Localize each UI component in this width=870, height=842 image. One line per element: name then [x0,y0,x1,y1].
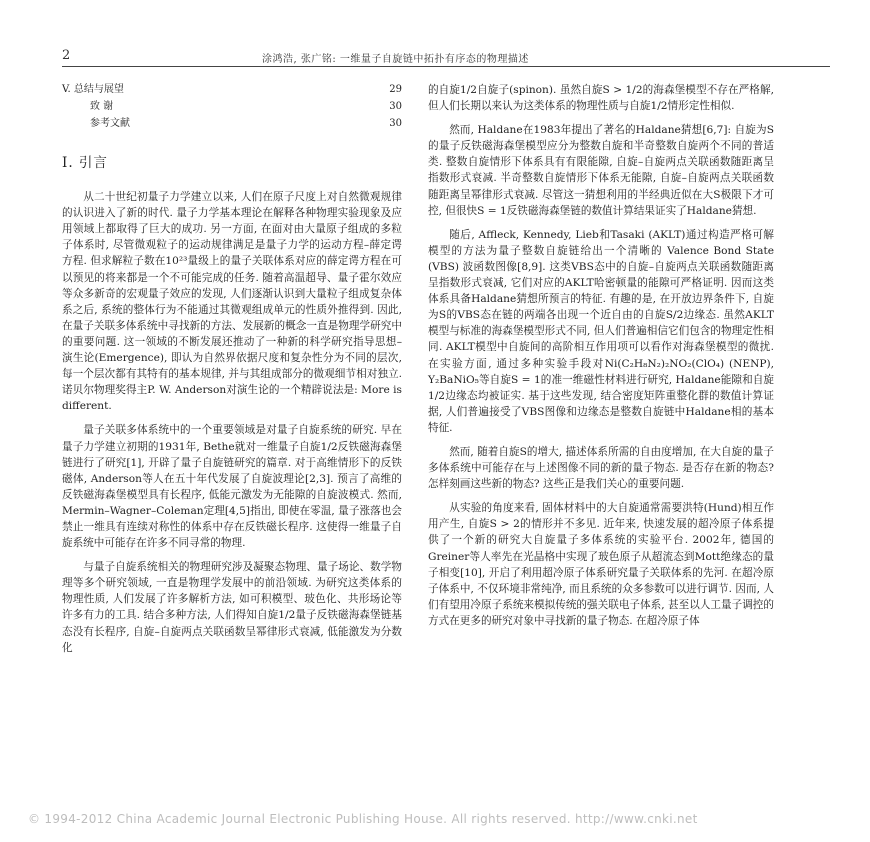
toc-row [62,82,402,99]
paragraph: 从实验的角度来看, 固体材料中的大自旋通常需要洪特(Hund)相互作用产生, 自旋S > 2的情形并不多见. 近年来, 快速发展的超冷原子体系提供了一个新的研究大自旋量子多体系统的实验平台. 2002年, 德国的Greiner等人率先在光晶格中实现了玻色原子从超流态到Mott绝缘态的量子相变[10], 开启了利用超冷原子体系研究量子关联体系的先河. 在超冷原子体系中, 不仅环境非常纯净, 而且系统的众多参数可以进行调节. 因而, 人们有望用冷原子系统来模拟传统的强关联电子体系, 甚至以人工量子调控的方式在更多的研究对象中寻找新的量子物态. 在超冷原子体 [428,502,774,627]
paragraph: 然而, Haldane在1983年提出了著名的Haldane猜想[6,7]: 自旋为S的量子反铁磁海森堡模型应分为整数自旋和半奇整数自旋两个不同的普适类. 整数自旋情形下体系具有有限能隙, 自旋–自旋两点关联函数随距离呈指数形式衰减. 半奇整数自旋情形下体系无能隙, 自旋–自旋两点关联函数随距离呈幂律形式衰减. 尽管这一猜想利用的半经典近似在大S极限下才可控, 但很快S = 1反铁磁海森堡链的数值计算结果证实了Haldane猜想. [428,124,774,217]
toc-label: 参考文献 [90,118,130,129]
paragraph: 从二十世纪初量子力学建立以来, 人们在原子尺度上对自然微观规律的认识进入了新的时代. 量子力学基本理论在解释各种物理实验现象及应用领域上都取得了巨大的成功. 另一方面, 在面对由大量原子组成的多粒子体系时, 尽管微观粒子的运动规律满足是量子力学的运动方程–薛定谔方程. 但求解粒子数在10²³量级上的量子关联体系对应的薛定谔方程在可以预见的将来都是一个不可能完成的任务. 随着高温超导、量子霍尔效应等众多新奇的宏观量子效应的发现, 人们逐渐认识到大量粒子组成复杂体系之后, 系统的整体行为不能通过其微观组成单元的性质外推得到. 因此, 在量子关联多体系统中寻找新的方法、发展新的概念一直是物理学研究中的重要问题. 这一领域的不断发展还推动了一种新的科学研究指导思想–演生论(Emergence), 即认为自然界依据尺度和复杂性分为不同的层次, 每一个层次都有其特有的基本规律, 并与其组成部分的微观细节相对独立. 诺贝尔物理奖得主P. W. Anderson对演生论的一个精辟说法是: More is different. [62,191,402,413]
toc-row [62,99,402,116]
paragraph: 然而, 随着自旋S的增大, 描述体系所需的自由度增加, 在大自旋的量子多体系统中可能存在与上述图像不同的新的量子物态. 是否存在新的物态? 怎样刻画这些新的物态? 这些正是我们关心的重要问题. [428,445,774,491]
toc-row [62,116,402,133]
toc-page: 30 [389,101,402,112]
toc-page: 29 [389,84,402,95]
toc-page: 30 [389,118,402,129]
section-title: I. 引言 [62,155,108,171]
page-number: 2 [62,48,71,63]
page-header [62,48,830,67]
left-column [62,82,402,664]
copyright-footer: © 1994-2012 China Academic Journal Electronic Publishing House. All rights reserved. http://www.cnki.net [28,812,698,826]
toc-label: V. 总结与展望 [62,84,124,95]
running-title: 涂鸿浩, 张广铭: 一维量子自旋链中拓扑有序态的物理描述 [262,54,529,65]
table-of-contents [62,82,402,133]
paragraph: 随后, Affleck, Kennedy, Lieb和Tasaki (AKLT)通过构造严格可解模型的方法为量子整数自旋链给出一个清晰的 Valence Bond State (VBS) 波函数图像[8,9]. 这类VBS态中的自旋–自旋两点关联函数随距离呈指数形式衰减, 它们对应的AKLT哈密顿量的能隙可严格证明. 因而这类体系具备Haldane猜想所预言的特征. 有趣的是, 在开放边界条件下, 自旋为S的VBS态在链的两端各出现一个近自由的自旋S/2边缘态. 虽然AKLT模型与标准的海森堡模型形式不同, 但人们普遍相信它们包含的物理定性相同. AKLT模型中自旋间的高阶相互作用项可以看作对海森堡模型的微扰. 在实验方面, 通过多种实验手段对Ni(C₂H₈N₂)₂NO₂(ClO₄) (NENP), Y₂BaNiO₅等自旋S = 1的准一维磁性材料进行研究, Haldane能隙和自旋1/2边缘态均被证实. 基于这些发现, 结合密度矩阵重整化群的数值计算证据, 人们普遍接受了VBS图像和边缘态是整数自旋链中Haldane相的基本特征. [428,228,774,434]
paragraph: 量子关联多体系统中的一个重要领域是对量子自旋系统的研究. 早在量子力学建立初期的1931年, Bethe就对一维量子自旋1/2反铁磁海森堡链进行了研究[1], 开辟了量子自旋链研究的篇章. 对于高维情形下的反铁磁体, Anderson等人在五十年代发展了自旋波理论[2,3]. 预言了高维的反铁磁海森堡模型具有长程序, 低能元激发为无能隙的自旋波模式. 然而, Mermin–Wagner–Coleman定理[4,5]指出, 即使在零温, 量子涨落也会禁止一维具有连续对称性的体系中存在反铁磁长程序. 这使得一维量子自旋系统中可能存在许多不同寻常的物理. [62,424,402,550]
paragraph: 与量子自旋系统相关的物理研究涉及凝聚态物理、量子场论、数学物理等多个研究领域, 一直是物理学发展中的前沿领域. 为研究这类体系的物理性质, 人们发展了许多解析方法, 如可积模型、玻色化、共形场论等许多有力的工具. 结合多种方法, 人们得知自旋1/2量子反铁磁海森堡链基态没有长程序, 自旋–自旋两点关联函数呈幂律形式衰减, 低能激发为分数化 [62,561,402,654]
toc-label: 致 谢 [90,101,114,112]
right-column [428,82,774,637]
paragraph: 的自旋1/2自旋子(spinon). 虽然自旋S > 1/2的海森堡模型不存在严格解, 但人们长期以来认为这类体系的物理性质与自旋1/2情形定性相似. [428,84,774,113]
